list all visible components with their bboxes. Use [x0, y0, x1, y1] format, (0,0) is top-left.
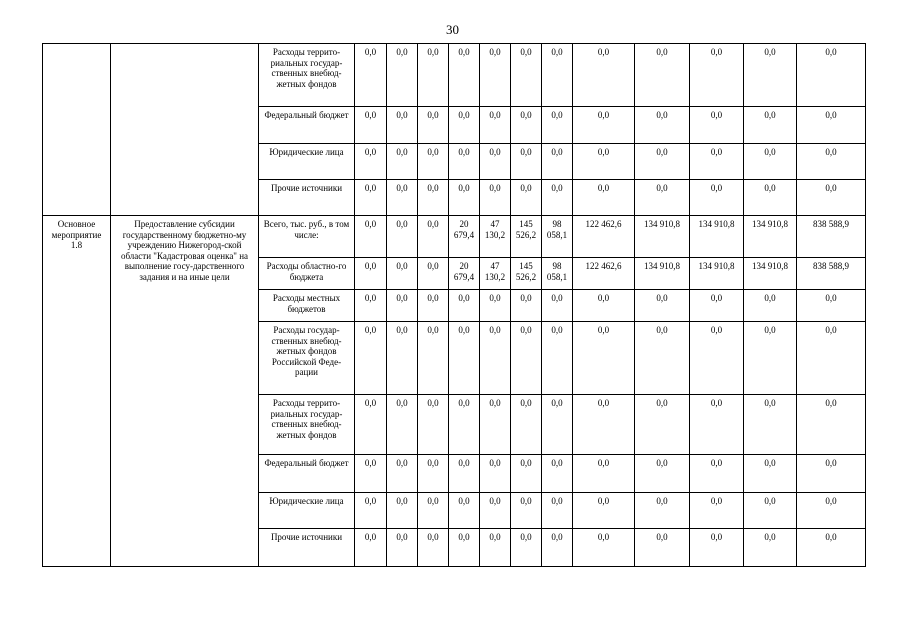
value-cell: 0,0: [418, 144, 449, 180]
value-cell: 0,0: [387, 144, 418, 180]
value-cell: 0,0: [355, 144, 387, 180]
value-cell: 0,0: [511, 529, 542, 567]
value-cell: 98 058,1: [542, 258, 573, 290]
value-cell: 145 526,2: [511, 216, 542, 258]
value-cell: 0,0: [418, 395, 449, 455]
value-cell: 0,0: [387, 455, 418, 493]
value-cell: 0,0: [573, 107, 635, 144]
value-cell: 0,0: [690, 493, 744, 529]
value-cell: 0,0: [480, 455, 511, 493]
value-cell: 0,0: [480, 144, 511, 180]
table-row: [43, 44, 866, 107]
value-cell: 0,0: [542, 455, 573, 493]
value-cell: 0,0: [744, 322, 797, 395]
value-cell: 0,0: [449, 455, 480, 493]
value-cell: 0,0: [690, 455, 744, 493]
value-cell: 134 910,8: [690, 258, 744, 290]
value-cell: 0,0: [690, 107, 744, 144]
funding-source-cell: Федеральный бюджет: [259, 107, 355, 144]
value-cell: 0,0: [449, 107, 480, 144]
funding-source-cell: Прочие источники: [259, 180, 355, 216]
value-cell: 838 588,9: [797, 258, 866, 290]
value-cell: 0,0: [797, 44, 866, 107]
value-cell: 0,0: [449, 529, 480, 567]
value-cell: 0,0: [480, 395, 511, 455]
value-cell: 134 910,8: [690, 216, 744, 258]
value-cell: 0,0: [542, 529, 573, 567]
value-cell: 122 462,6: [573, 258, 635, 290]
funding-source-cell: Всего, тыс. руб., в том числе:: [259, 216, 355, 258]
value-cell: 0,0: [573, 529, 635, 567]
value-cell: 0,0: [449, 493, 480, 529]
value-cell: 47 130,2: [480, 216, 511, 258]
value-cell: 0,0: [744, 144, 797, 180]
funding-source-cell: Расходы террито-риальных государ-ственных внебюд-жетных фондов: [259, 44, 355, 107]
value-cell: 0,0: [355, 529, 387, 567]
value-cell: 0,0: [355, 455, 387, 493]
value-cell: 0,0: [797, 493, 866, 529]
value-cell: 0,0: [573, 44, 635, 107]
value-cell: 0,0: [387, 44, 418, 107]
value-cell: 0,0: [744, 395, 797, 455]
value-cell: 0,0: [635, 322, 690, 395]
value-cell: 0,0: [690, 395, 744, 455]
value-cell: 0,0: [542, 395, 573, 455]
value-cell: 0,0: [573, 455, 635, 493]
value-cell: 0,0: [449, 180, 480, 216]
value-cell: 122 462,6: [573, 216, 635, 258]
value-cell: 0,0: [355, 258, 387, 290]
value-cell: 0,0: [635, 493, 690, 529]
value-cell: 0,0: [573, 493, 635, 529]
value-cell: 0,0: [635, 144, 690, 180]
value-cell: 0,0: [797, 322, 866, 395]
budget-table: [42, 43, 866, 567]
value-cell: 0,0: [744, 107, 797, 144]
value-cell: 0,0: [511, 107, 542, 144]
table-body: [43, 44, 866, 567]
value-cell: 0,0: [635, 455, 690, 493]
value-cell: 0,0: [690, 44, 744, 107]
value-cell: 0,0: [418, 455, 449, 493]
value-cell: 0,0: [511, 493, 542, 529]
value-cell: 0,0: [480, 180, 511, 216]
value-cell: 0,0: [480, 290, 511, 322]
value-cell: 0,0: [418, 180, 449, 216]
value-cell: 0,0: [480, 493, 511, 529]
measure-cell: [43, 44, 111, 216]
measure-cell: Основное мероприятие 1.8: [43, 216, 111, 567]
value-cell: 0,0: [387, 258, 418, 290]
value-cell: 0,0: [355, 44, 387, 107]
description-cell: Предоставление субсидии государственному бюджетно-му учреждению Нижегород-ской области "Кадастровая оценка" на выполнение госу-дарственного задания и на иные цели: [111, 216, 259, 567]
value-cell: 0,0: [744, 455, 797, 493]
value-cell: 0,0: [418, 322, 449, 395]
value-cell: 20 679,4: [449, 258, 480, 290]
value-cell: 0,0: [542, 180, 573, 216]
value-cell: 0,0: [690, 529, 744, 567]
description-cell: [111, 44, 259, 216]
value-cell: 0,0: [635, 529, 690, 567]
value-cell: 0,0: [418, 258, 449, 290]
funding-source-cell: Расходы местных бюджетов: [259, 290, 355, 322]
value-cell: 0,0: [744, 290, 797, 322]
value-cell: 0,0: [355, 107, 387, 144]
value-cell: 0,0: [542, 107, 573, 144]
value-cell: 0,0: [511, 455, 542, 493]
value-cell: 0,0: [418, 216, 449, 258]
value-cell: 0,0: [387, 290, 418, 322]
value-cell: 0,0: [511, 290, 542, 322]
funding-source-cell: Прочие источники: [259, 529, 355, 567]
value-cell: 134 910,8: [635, 216, 690, 258]
value-cell: 0,0: [449, 290, 480, 322]
funding-source-cell: Расходы областно-го бюджета: [259, 258, 355, 290]
value-cell: 0,0: [387, 395, 418, 455]
value-cell: 0,0: [387, 216, 418, 258]
value-cell: 0,0: [355, 395, 387, 455]
value-cell: 0,0: [480, 44, 511, 107]
value-cell: 0,0: [573, 290, 635, 322]
value-cell: 0,0: [797, 395, 866, 455]
value-cell: 0,0: [480, 107, 511, 144]
value-cell: 0,0: [449, 322, 480, 395]
value-cell: 0,0: [690, 180, 744, 216]
value-cell: 0,0: [511, 44, 542, 107]
page-number: 30: [446, 22, 459, 37]
value-cell: 0,0: [573, 322, 635, 395]
value-cell: 0,0: [542, 322, 573, 395]
value-cell: 0,0: [635, 180, 690, 216]
value-cell: 145 526,2: [511, 258, 542, 290]
value-cell: 0,0: [635, 107, 690, 144]
value-cell: 0,0: [449, 44, 480, 107]
value-cell: 0,0: [797, 107, 866, 144]
value-cell: 47 130,2: [480, 258, 511, 290]
value-cell: 0,0: [573, 395, 635, 455]
value-cell: 0,0: [449, 395, 480, 455]
value-cell: 0,0: [635, 44, 690, 107]
value-cell: 0,0: [797, 144, 866, 180]
value-cell: 0,0: [797, 529, 866, 567]
value-cell: 0,0: [387, 493, 418, 529]
value-cell: 0,0: [635, 290, 690, 322]
value-cell: 0,0: [418, 493, 449, 529]
value-cell: 134 910,8: [744, 216, 797, 258]
value-cell: 98 058,1: [542, 216, 573, 258]
value-cell: 0,0: [355, 216, 387, 258]
value-cell: 0,0: [387, 529, 418, 567]
value-cell: 0,0: [418, 107, 449, 144]
funding-source-cell: Федеральный бюджет: [259, 455, 355, 493]
table-row: [43, 216, 866, 258]
value-cell: 0,0: [480, 322, 511, 395]
value-cell: 0,0: [690, 144, 744, 180]
value-cell: 0,0: [449, 144, 480, 180]
value-cell: 20 679,4: [449, 216, 480, 258]
value-cell: 0,0: [690, 322, 744, 395]
value-cell: 0,0: [355, 290, 387, 322]
value-cell: 134 910,8: [635, 258, 690, 290]
value-cell: 0,0: [573, 180, 635, 216]
value-cell: 0,0: [387, 107, 418, 144]
value-cell: 0,0: [542, 493, 573, 529]
value-cell: 0,0: [542, 144, 573, 180]
value-cell: 0,0: [511, 322, 542, 395]
value-cell: 0,0: [744, 493, 797, 529]
value-cell: 0,0: [797, 290, 866, 322]
funding-source-cell: Расходы государ-ственных внебюд-жетных фондов Российской Феде-рации: [259, 322, 355, 395]
value-cell: 0,0: [797, 180, 866, 216]
value-cell: 0,0: [355, 180, 387, 216]
value-cell: 0,0: [418, 290, 449, 322]
value-cell: 0,0: [511, 144, 542, 180]
value-cell: 0,0: [690, 290, 744, 322]
value-cell: 0,0: [355, 493, 387, 529]
value-cell: 0,0: [418, 44, 449, 107]
value-cell: 0,0: [797, 455, 866, 493]
value-cell: 0,0: [744, 44, 797, 107]
value-cell: 0,0: [542, 290, 573, 322]
value-cell: 0,0: [542, 44, 573, 107]
value-cell: 0,0: [355, 322, 387, 395]
value-cell: 0,0: [573, 144, 635, 180]
value-cell: 0,0: [387, 180, 418, 216]
value-cell: 0,0: [744, 529, 797, 567]
funding-source-cell: Юридические лица: [259, 493, 355, 529]
value-cell: 134 910,8: [744, 258, 797, 290]
value-cell: 0,0: [480, 529, 511, 567]
value-cell: 0,0: [744, 180, 797, 216]
value-cell: 0,0: [387, 322, 418, 395]
funding-source-cell: Расходы террито-риальных государ-ственных внебюд-жетных фондов: [259, 395, 355, 455]
value-cell: 0,0: [418, 529, 449, 567]
value-cell: 0,0: [511, 395, 542, 455]
value-cell: 0,0: [511, 180, 542, 216]
funding-source-cell: Юридические лица: [259, 144, 355, 180]
value-cell: 838 588,9: [797, 216, 866, 258]
value-cell: 0,0: [635, 395, 690, 455]
